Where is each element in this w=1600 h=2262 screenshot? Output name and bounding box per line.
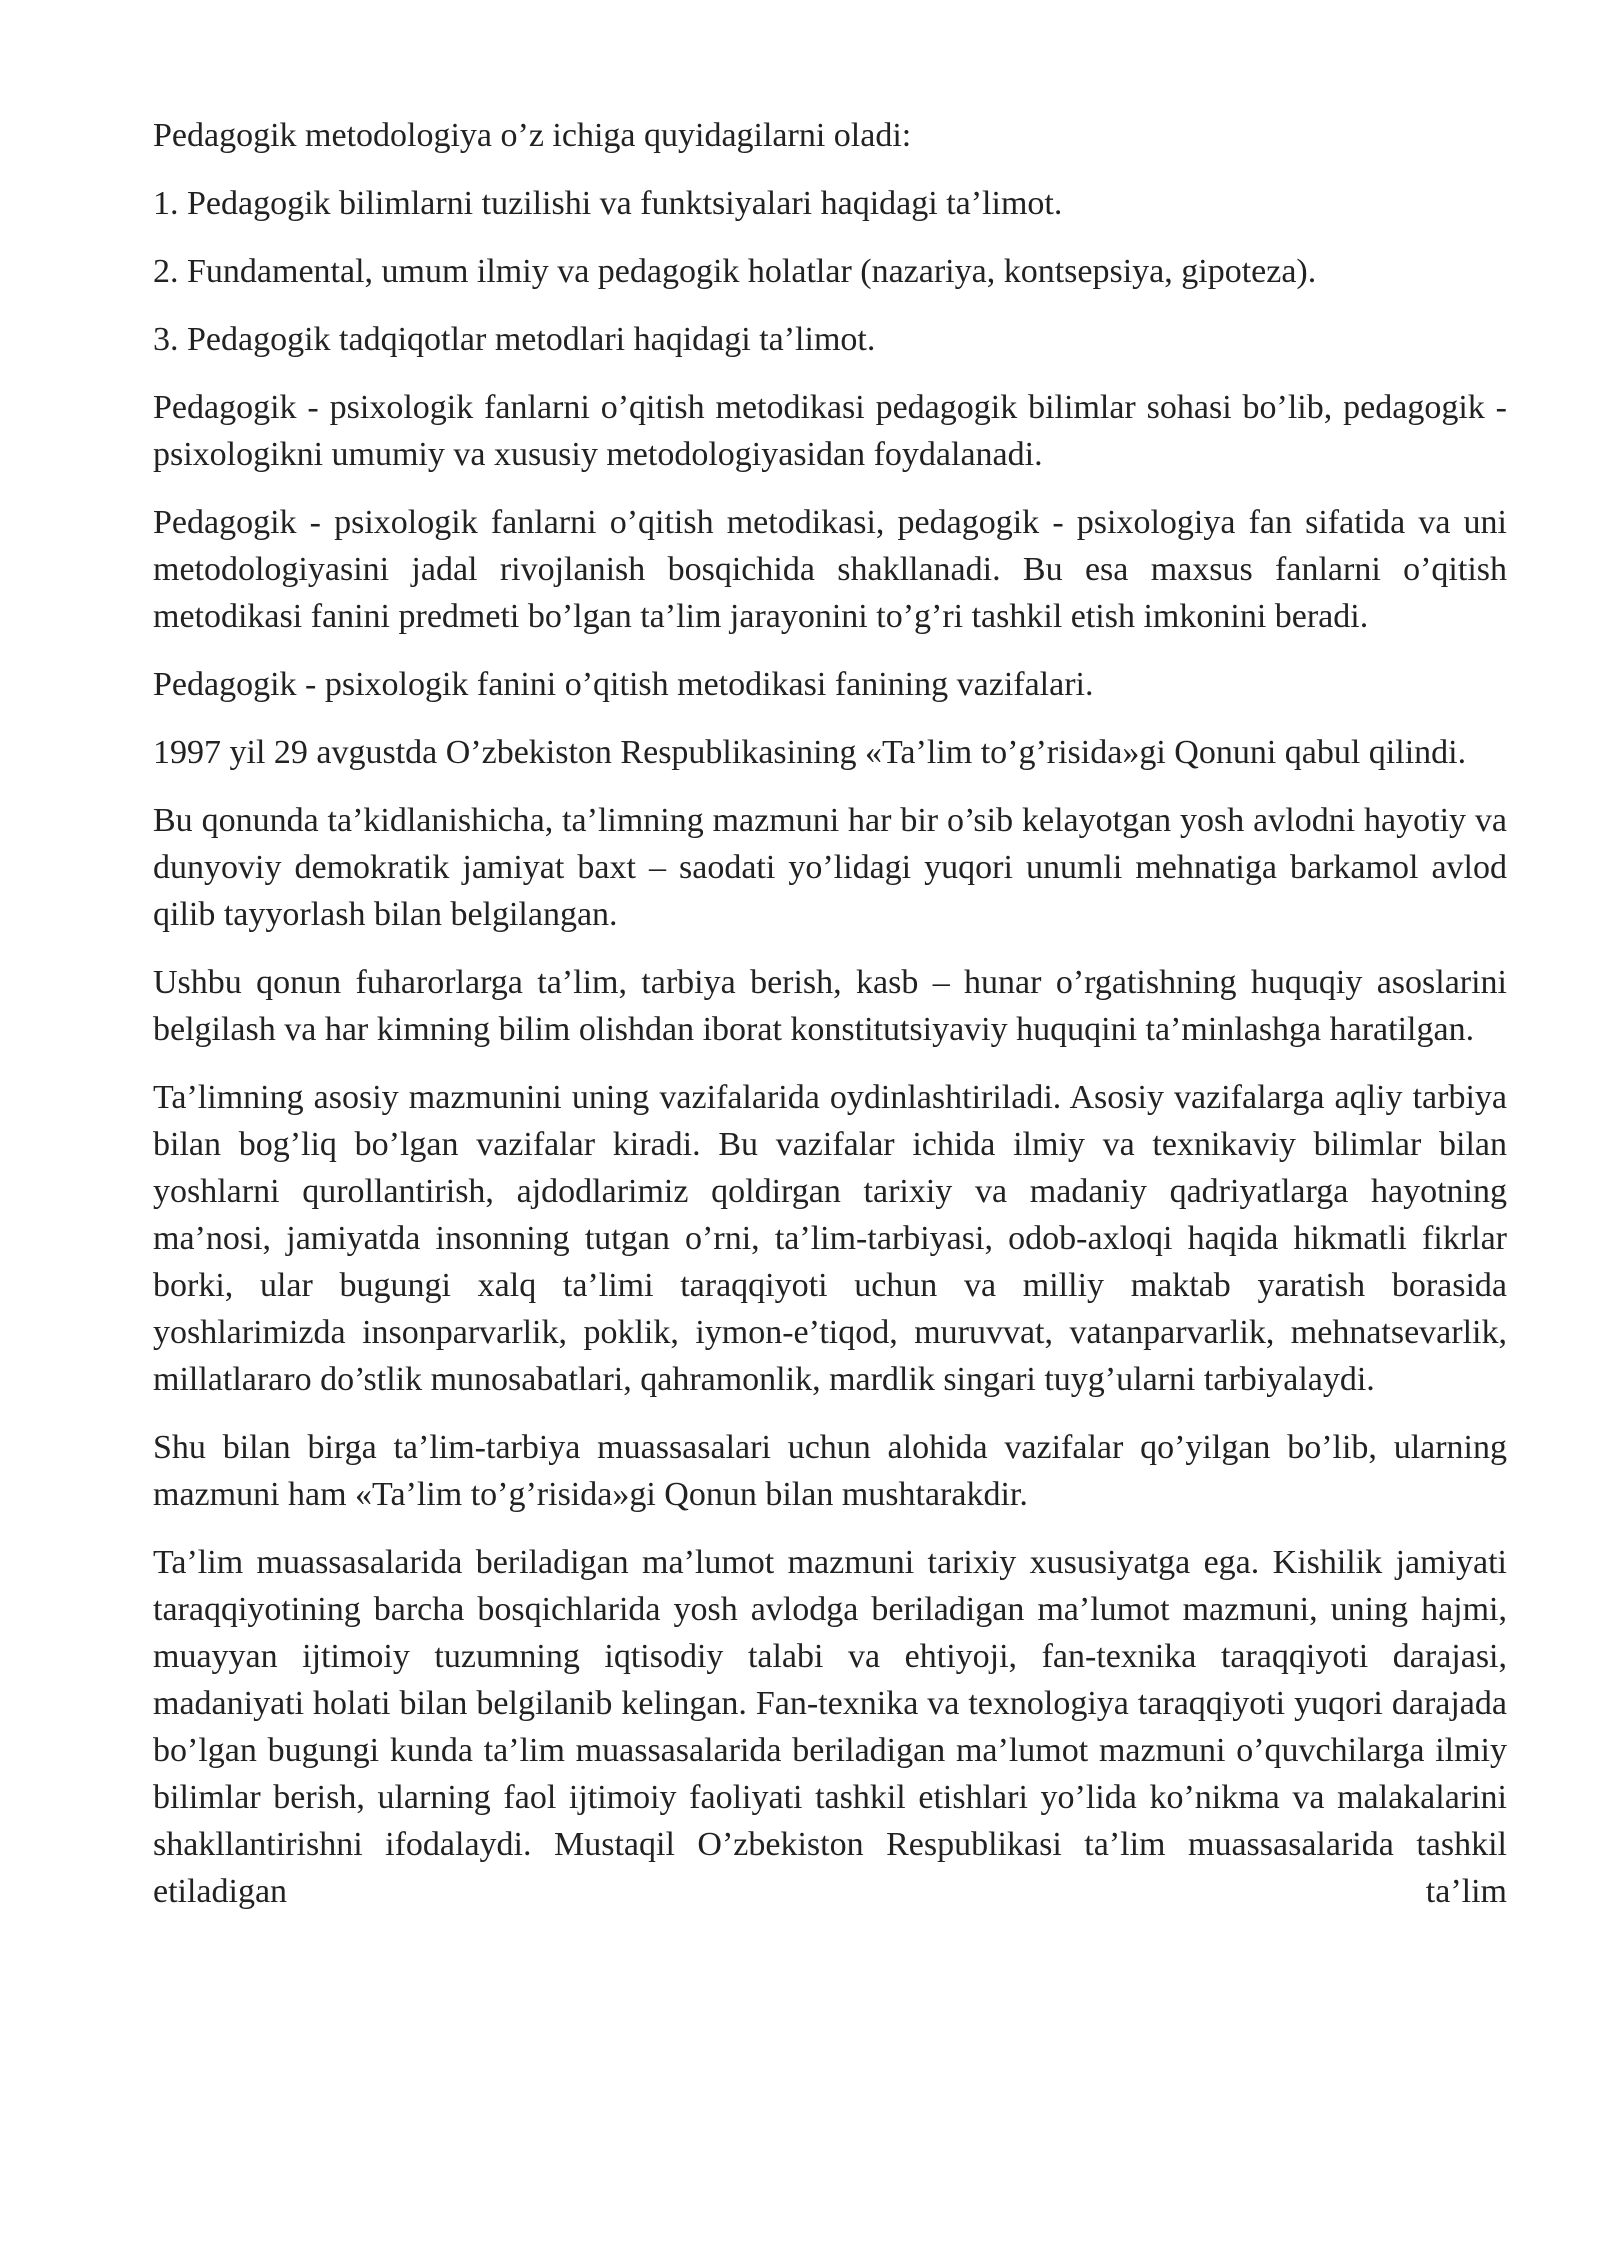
paragraph-institutions: Shu bilan birga ta’lim-tarbiya muassasalari uchun alohida vazifalar qo’yilgan bo’lib, ularning mazmuni ham «Ta’lim to’g’risida»gi Qonun bilan mushtarakdir. (153, 1429, 1507, 1513)
paragraph-methodology: Pedagogik - psixologik fanlarni o’qitish metodikasi pedagogik bilimlar sohasi bo’lib, pedagogik - psixologikni umumiy va xususiy metodologiyasidan foydalanadi. (153, 389, 1507, 473)
paragraph-intro: Pedagogik metodologiya o’z ichiga quyidagilarni oladi: (153, 117, 912, 154)
paragraph-education-content: Ta’limning asosiy mazmunini uning vazifalarida oydinlashtiriladi. Asosiy vazifalarga aqliy tarbiya bilan bog’liq bo’lgan vazifalar kiradi. Bu vazifalar ichida ilmiy va texnikaviy bilimlar bilan yoshlarni qurollantirish, ajdodlarimiz qoldirgan tarixiy va madaniy qadriyatlarga hayotning ma’nosi, jamiyatda insonning tutgan o’rni, ta’lim-tarbiyasi, odob-axloqi haqida hikmatli fikrlar borki, ular bugungi xalq ta’limi taraqqiyoti uchun va milliy maktab yaratish borasida yoshlarimizda insonparvarlik, poklik, iymon-e’tiqod, muruvvat, vatanparvarlik, mehnatsevarlik, millatlararo do’stlik munosabatlari, qahramonlik, mardlik singari tuyg’ularni tarbiyalaydi. (153, 1079, 1507, 1398)
paragraph-law-purpose: Ushbu qonun fuharorlarga ta’lim, tarbiya berish, kasb – hunar o’rgatishning huquqiy asoslarini belgilash va har kimning bilim olishdan iborat konstitutsiyaviy huquqini ta’minlashga haratilgan. (153, 964, 1507, 1048)
paragraph-tasks-heading: Pedagogik - psixologik fanini o’qitish metodikasi fanining vazifalari. (153, 666, 1094, 703)
list-item-2: 2. Fundamental, umum ilmiy va pedagogik holatlar (nazariya, kontsepsiya, gipoteza). (153, 253, 1317, 290)
list-item-3: 3. Pedagogik tadqiqotlar metodlari haqidagi ta’limot. (153, 321, 876, 358)
paragraph-formation: Pedagogik - psixologik fanlarni o’qitish metodikasi, pedagogik - psixologiya fan sifatida va uni metodologiyasini jadal rivojlanish bosqichida shakllanadi. Bu esa maxsus fanlarni o’qitish metodikasi fanini predmeti bo’lgan ta’lim jarayonini to’g’ri tashkil etish imkonini beradi. (153, 504, 1507, 635)
list-item-1: 1. Pedagogik bilimlarni tuzilishi va funktsiyalari haqidagi ta’limot. (153, 185, 1063, 222)
paragraph-historical-nature: Ta’lim muassasalarida beriladigan ma’lumot mazmuni tarixiy xususiyatga ega. Kishilik jamiyati taraqqiyotining barcha bosqichlarida yosh avlodga beriladigan ma’lumot mazmuni, uning hajmi, muayyan ijtimoiy tuzumning iqtisodiy talabi va ehtiyoji, fan-texnika taraqqiyoti darajasi, madaniyati holati bilan belgilanib kelingan. Fan-texnika va texnologiya taraqqiyoti yuqori darajada bo’lgan bugungi kunda ta’lim muassasalarida beriladigan ma’lumot mazmuni o’quvchilarga ilmiy bilimlar berish, ularning faol ijtimoiy faoliyati tashkil etishlari yo’lida ko’nikma va malakalarini shakllantirishni ifodalaydi. Mustaqil O’zbekiston Respublikasi ta’lim muassasalarida tashkil etiladigan ta’lim (153, 1544, 1507, 1910)
paragraph-law-content: Bu qonunda ta’kidlanishicha, ta’limning mazmuni har bir o’sib kelayotgan yosh avlodni hayotiy va dunyoviy demokratik jamiyat baxt – saodati yo’lidagi yuqori unumli mehnatiga barkamol avlod qilib tayyorlash bilan belgilangan. (153, 802, 1507, 933)
paragraph-law-adoption: 1997 yil 29 avgustda O’zbekiston Respublikasining «Ta’lim to’g’risida»gi Qonuni qabul qilindi. (153, 734, 1467, 771)
document-page (153, 112, 1507, 2222)
